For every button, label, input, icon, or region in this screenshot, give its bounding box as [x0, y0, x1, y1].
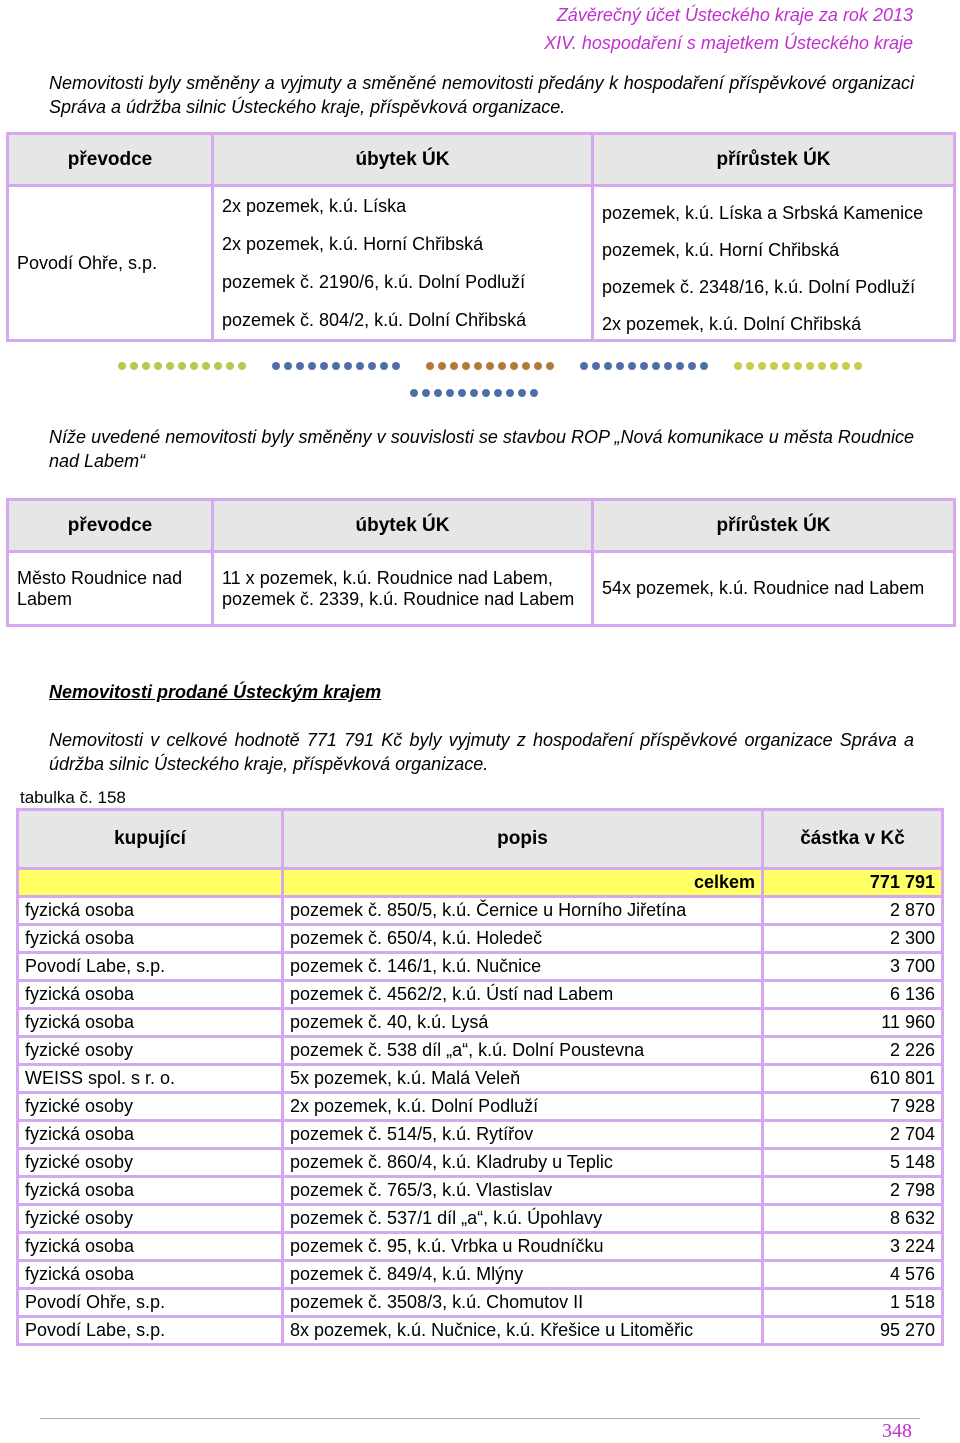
separator-dot — [320, 362, 328, 370]
buyer-cell: Povodí Labe, s.p. — [18, 953, 283, 981]
separator-dot — [462, 362, 470, 370]
header-subtitle: XIV. hospodaření s majetkem Ústeckého kraje — [544, 33, 913, 53]
transferor-cell: Město Roudnice nad Labem — [8, 552, 213, 626]
gain-item: pozemek, k.ú. Horní Chřibská — [602, 239, 840, 260]
total-row — [18, 869, 943, 897]
description-cell: pozemek č. 849/4, k.ú. Mlýny — [283, 1261, 763, 1289]
separator-dot — [506, 389, 514, 397]
separator-dot — [368, 362, 376, 370]
buyer-cell: fyzická osoba — [18, 1233, 283, 1261]
description-cell: 8x pozemek, k.ú. Nučnice, k.ú. Křešice u Litoměřic — [283, 1317, 763, 1345]
description-cell: pozemek č. 537/1 díl „a“, k.ú. Úpohlavy — [283, 1205, 763, 1233]
table-row — [18, 1121, 943, 1149]
separator-dot — [272, 362, 280, 370]
table-row — [18, 1205, 943, 1233]
amount-cell: 11 960 — [763, 1009, 943, 1037]
amount-cell: 2 226 — [763, 1037, 943, 1065]
separator-dot — [770, 362, 778, 370]
table-row — [18, 1009, 943, 1037]
description-cell: pozemek č. 514/5, k.ú. Rytířov — [283, 1121, 763, 1149]
separator-dot — [130, 362, 138, 370]
amount-cell: 3 224 — [763, 1233, 943, 1261]
separator-dot — [842, 362, 850, 370]
separator-dot — [592, 362, 600, 370]
separator-dot — [676, 362, 684, 370]
separator-dot — [446, 389, 454, 397]
table-caption: tabulka č. 158 — [20, 788, 126, 807]
separator-dot — [640, 362, 648, 370]
separator-dot — [746, 362, 754, 370]
footer-divider — [40, 1418, 920, 1419]
separator-dot — [534, 362, 542, 370]
separator-dot — [426, 362, 434, 370]
gain-item: 2x pozemek, k.ú. Dolní Chřibská — [602, 313, 862, 334]
table-row — [18, 1149, 943, 1177]
separator-dot — [434, 389, 442, 397]
description-cell: 5x pozemek, k.ú. Malá Veleň — [283, 1065, 763, 1093]
separator-dot — [422, 389, 430, 397]
separator-dot — [518, 389, 526, 397]
amount-cell: 6 136 — [763, 981, 943, 1009]
separator-dot — [166, 362, 174, 370]
gain-item: pozemek č. 2348/16, k.ú. Dolní Podluží — [602, 276, 916, 297]
separator-dot — [628, 362, 636, 370]
amount-cell: 5 148 — [763, 1149, 943, 1177]
separator-dot — [782, 362, 790, 370]
buyer-cell: fyzická osoba — [18, 897, 283, 925]
separator-dot — [652, 362, 660, 370]
col-description: popis — [283, 810, 763, 869]
separator-dot — [498, 362, 506, 370]
separator-dot — [604, 362, 612, 370]
separator-dot — [700, 362, 708, 370]
col-amount: částka v Kč — [763, 810, 943, 869]
loss-item: pozemek č. 804/2, k.ú. Dolní Chřibská — [222, 309, 527, 330]
col-transferor: převodce — [8, 500, 213, 552]
table-row — [18, 1177, 943, 1205]
buyer-cell: fyzické osoby — [18, 1205, 283, 1233]
separator-dot — [178, 362, 186, 370]
description-cell: pozemek č. 860/4, k.ú. Kladruby u Teplic — [283, 1149, 763, 1177]
separator-dot — [214, 362, 222, 370]
amount-cell: 4 576 — [763, 1261, 943, 1289]
description-cell: pozemek č. 146/1, k.ú. Nučnice — [283, 953, 763, 981]
loss-list — [222, 187, 583, 339]
exchange-table-2 — [6, 498, 956, 627]
separator-dot — [470, 389, 478, 397]
separator-dot — [758, 362, 766, 370]
separator-dot — [734, 362, 742, 370]
description-cell: pozemek č. 95, k.ú. Vrbka u Roudníčku — [283, 1233, 763, 1261]
loss-cell: 11 x pozemek, k.ú. Roudnice nad Labem, pozemek č. 2339, k.ú. Roudnice nad Labem — [213, 552, 593, 626]
separator-dot — [202, 362, 210, 370]
separator-dot — [546, 362, 554, 370]
total-empty — [18, 869, 283, 897]
amount-cell: 8 632 — [763, 1205, 943, 1233]
buyer-cell: fyzická osoba — [18, 1121, 283, 1149]
amount-cell: 3 700 — [763, 953, 943, 981]
amount-cell: 95 270 — [763, 1317, 943, 1345]
separator-dot — [458, 389, 466, 397]
amount-cell: 1 518 — [763, 1289, 943, 1317]
total-label: celkem — [283, 869, 763, 897]
table-row — [18, 897, 943, 925]
table-row — [18, 953, 943, 981]
separator-dot — [438, 362, 446, 370]
description-cell: 2x pozemek, k.ú. Dolní Podluží — [283, 1093, 763, 1121]
table-row — [18, 1317, 943, 1345]
separator-dot — [510, 362, 518, 370]
amount-cell: 2 300 — [763, 925, 943, 953]
table-row — [18, 1037, 943, 1065]
amount-cell: 610 801 — [763, 1065, 943, 1093]
separator-dot — [806, 362, 814, 370]
table-row — [18, 1233, 943, 1261]
table-row — [18, 1261, 943, 1289]
separator-dot — [688, 362, 696, 370]
section-title: Nemovitosti prodané Ústeckým krajem — [49, 682, 382, 702]
description-cell: pozemek č. 765/3, k.ú. Vlastislav — [283, 1177, 763, 1205]
col-loss: úbytek ÚK — [213, 134, 593, 186]
description-cell: pozemek č. 3508/3, k.ú. Chomutov II — [283, 1289, 763, 1317]
header-title: Závěrečný účet Ústeckého kraje za rok 2013 — [556, 5, 913, 25]
amount-cell: 2 704 — [763, 1121, 943, 1149]
buyer-cell: Povodí Ohře, s.p. — [18, 1289, 283, 1317]
buyer-cell: fyzická osoba — [18, 1177, 283, 1205]
gain-item: pozemek, k.ú. Líska a Srbská Kamenice — [602, 202, 924, 223]
page-number: 348 — [882, 1420, 912, 1442]
buyer-cell: fyzické osoby — [18, 1037, 283, 1065]
table-row — [18, 925, 943, 953]
transferor-cell: Povodí Ohře, s.p. — [8, 186, 213, 341]
table-row — [18, 1093, 943, 1121]
separator-dot — [296, 362, 304, 370]
amount-cell: 7 928 — [763, 1093, 943, 1121]
buyer-cell: fyzická osoba — [18, 1009, 283, 1037]
separator-dot — [380, 362, 388, 370]
buyer-cell: fyzické osoby — [18, 1093, 283, 1121]
separator-dot — [410, 389, 418, 397]
separator-dot — [664, 362, 672, 370]
description-cell: pozemek č. 650/4, k.ú. Holedeč — [283, 925, 763, 953]
separator-dot — [118, 362, 126, 370]
separator-dot — [344, 362, 352, 370]
amount-cell: 2 798 — [763, 1177, 943, 1205]
sales-table — [16, 808, 944, 1346]
loss-item: 2x pozemek, k.ú. Líska — [222, 195, 407, 216]
separator-dot — [794, 362, 802, 370]
loss-item: 2x pozemek, k.ú. Horní Chřibská — [222, 233, 484, 254]
col-gain: přírůstek ÚK — [593, 500, 955, 552]
separator-dot — [486, 362, 494, 370]
separator-dot — [226, 362, 234, 370]
col-buyer: kupující — [18, 810, 283, 869]
separator-dot — [356, 362, 364, 370]
total-value: 771 791 — [763, 869, 943, 897]
buyer-cell: fyzická osoba — [18, 1261, 283, 1289]
buyer-cell: WEISS spol. s r. o. — [18, 1065, 283, 1093]
description-cell: pozemek č. 40, k.ú. Lysá — [283, 1009, 763, 1037]
sale-paragraph: Nemovitosti v celkové hodnotě 771 791 Kč byly vyjmuty z hospodaření příspěvkové organizace Správa a údržba silnic Ústeckého kraje, příspěvková organizace. — [49, 730, 914, 774]
separator-dot — [482, 389, 490, 397]
separator-dot — [332, 362, 340, 370]
separator-dot — [854, 362, 862, 370]
separator-dot — [494, 389, 502, 397]
separator-dot — [308, 362, 316, 370]
intro-paragraph: Nemovitosti byly směněny a vyjmuty a směněné nemovitosti předány k hospodaření příspěvkové organizaci Správa a údržba silnic Ústeckého kraje, příspěvková organizace. — [49, 73, 914, 117]
separator-dot — [530, 389, 538, 397]
col-gain: přírůstek ÚK — [593, 134, 955, 186]
table-row — [18, 1065, 943, 1093]
separator-dot — [392, 362, 400, 370]
description-cell: pozemek č. 538 díl „a“, k.ú. Dolní Poustevna — [283, 1037, 763, 1065]
buyer-cell: Povodí Labe, s.p. — [18, 1317, 283, 1345]
description-cell: pozemek č. 850/5, k.ú. Černice u Horního Jiřetína — [283, 897, 763, 925]
separator-dot — [474, 362, 482, 370]
separator-dot — [522, 362, 530, 370]
description-cell: pozemek č. 4562/2, k.ú. Ústí nad Labem — [283, 981, 763, 1009]
separator-dot — [450, 362, 458, 370]
buyer-cell: fyzická osoba — [18, 981, 283, 1009]
separator-dot — [142, 362, 150, 370]
table-row — [18, 981, 943, 1009]
buyer-cell: fyzické osoby — [18, 1149, 283, 1177]
separator-dot — [616, 362, 624, 370]
roudnice-paragraph: Níže uvedené nemovitosti byly směněny v souvislosti se stavbou ROP „Nová komunikace u města Roudnice nad Labem“ — [49, 427, 914, 471]
separator-dot — [818, 362, 826, 370]
separator-dot — [284, 362, 292, 370]
buyer-cell: fyzická osoba — [18, 925, 283, 953]
col-transferor: převodce — [8, 134, 213, 186]
table-row — [18, 1289, 943, 1317]
loss-item: pozemek č. 2190/6, k.ú. Dolní Podluží — [222, 271, 526, 292]
gain-list — [602, 189, 945, 337]
separator-dot — [830, 362, 838, 370]
exchange-table-1 — [6, 132, 956, 342]
separator-dot — [190, 362, 198, 370]
col-loss: úbytek ÚK — [213, 500, 593, 552]
separator-dot — [154, 362, 162, 370]
gain-cell: 54x pozemek, k.ú. Roudnice nad Labem — [593, 552, 955, 626]
separator-dot — [580, 362, 588, 370]
separator-dot — [238, 362, 246, 370]
amount-cell: 2 870 — [763, 897, 943, 925]
